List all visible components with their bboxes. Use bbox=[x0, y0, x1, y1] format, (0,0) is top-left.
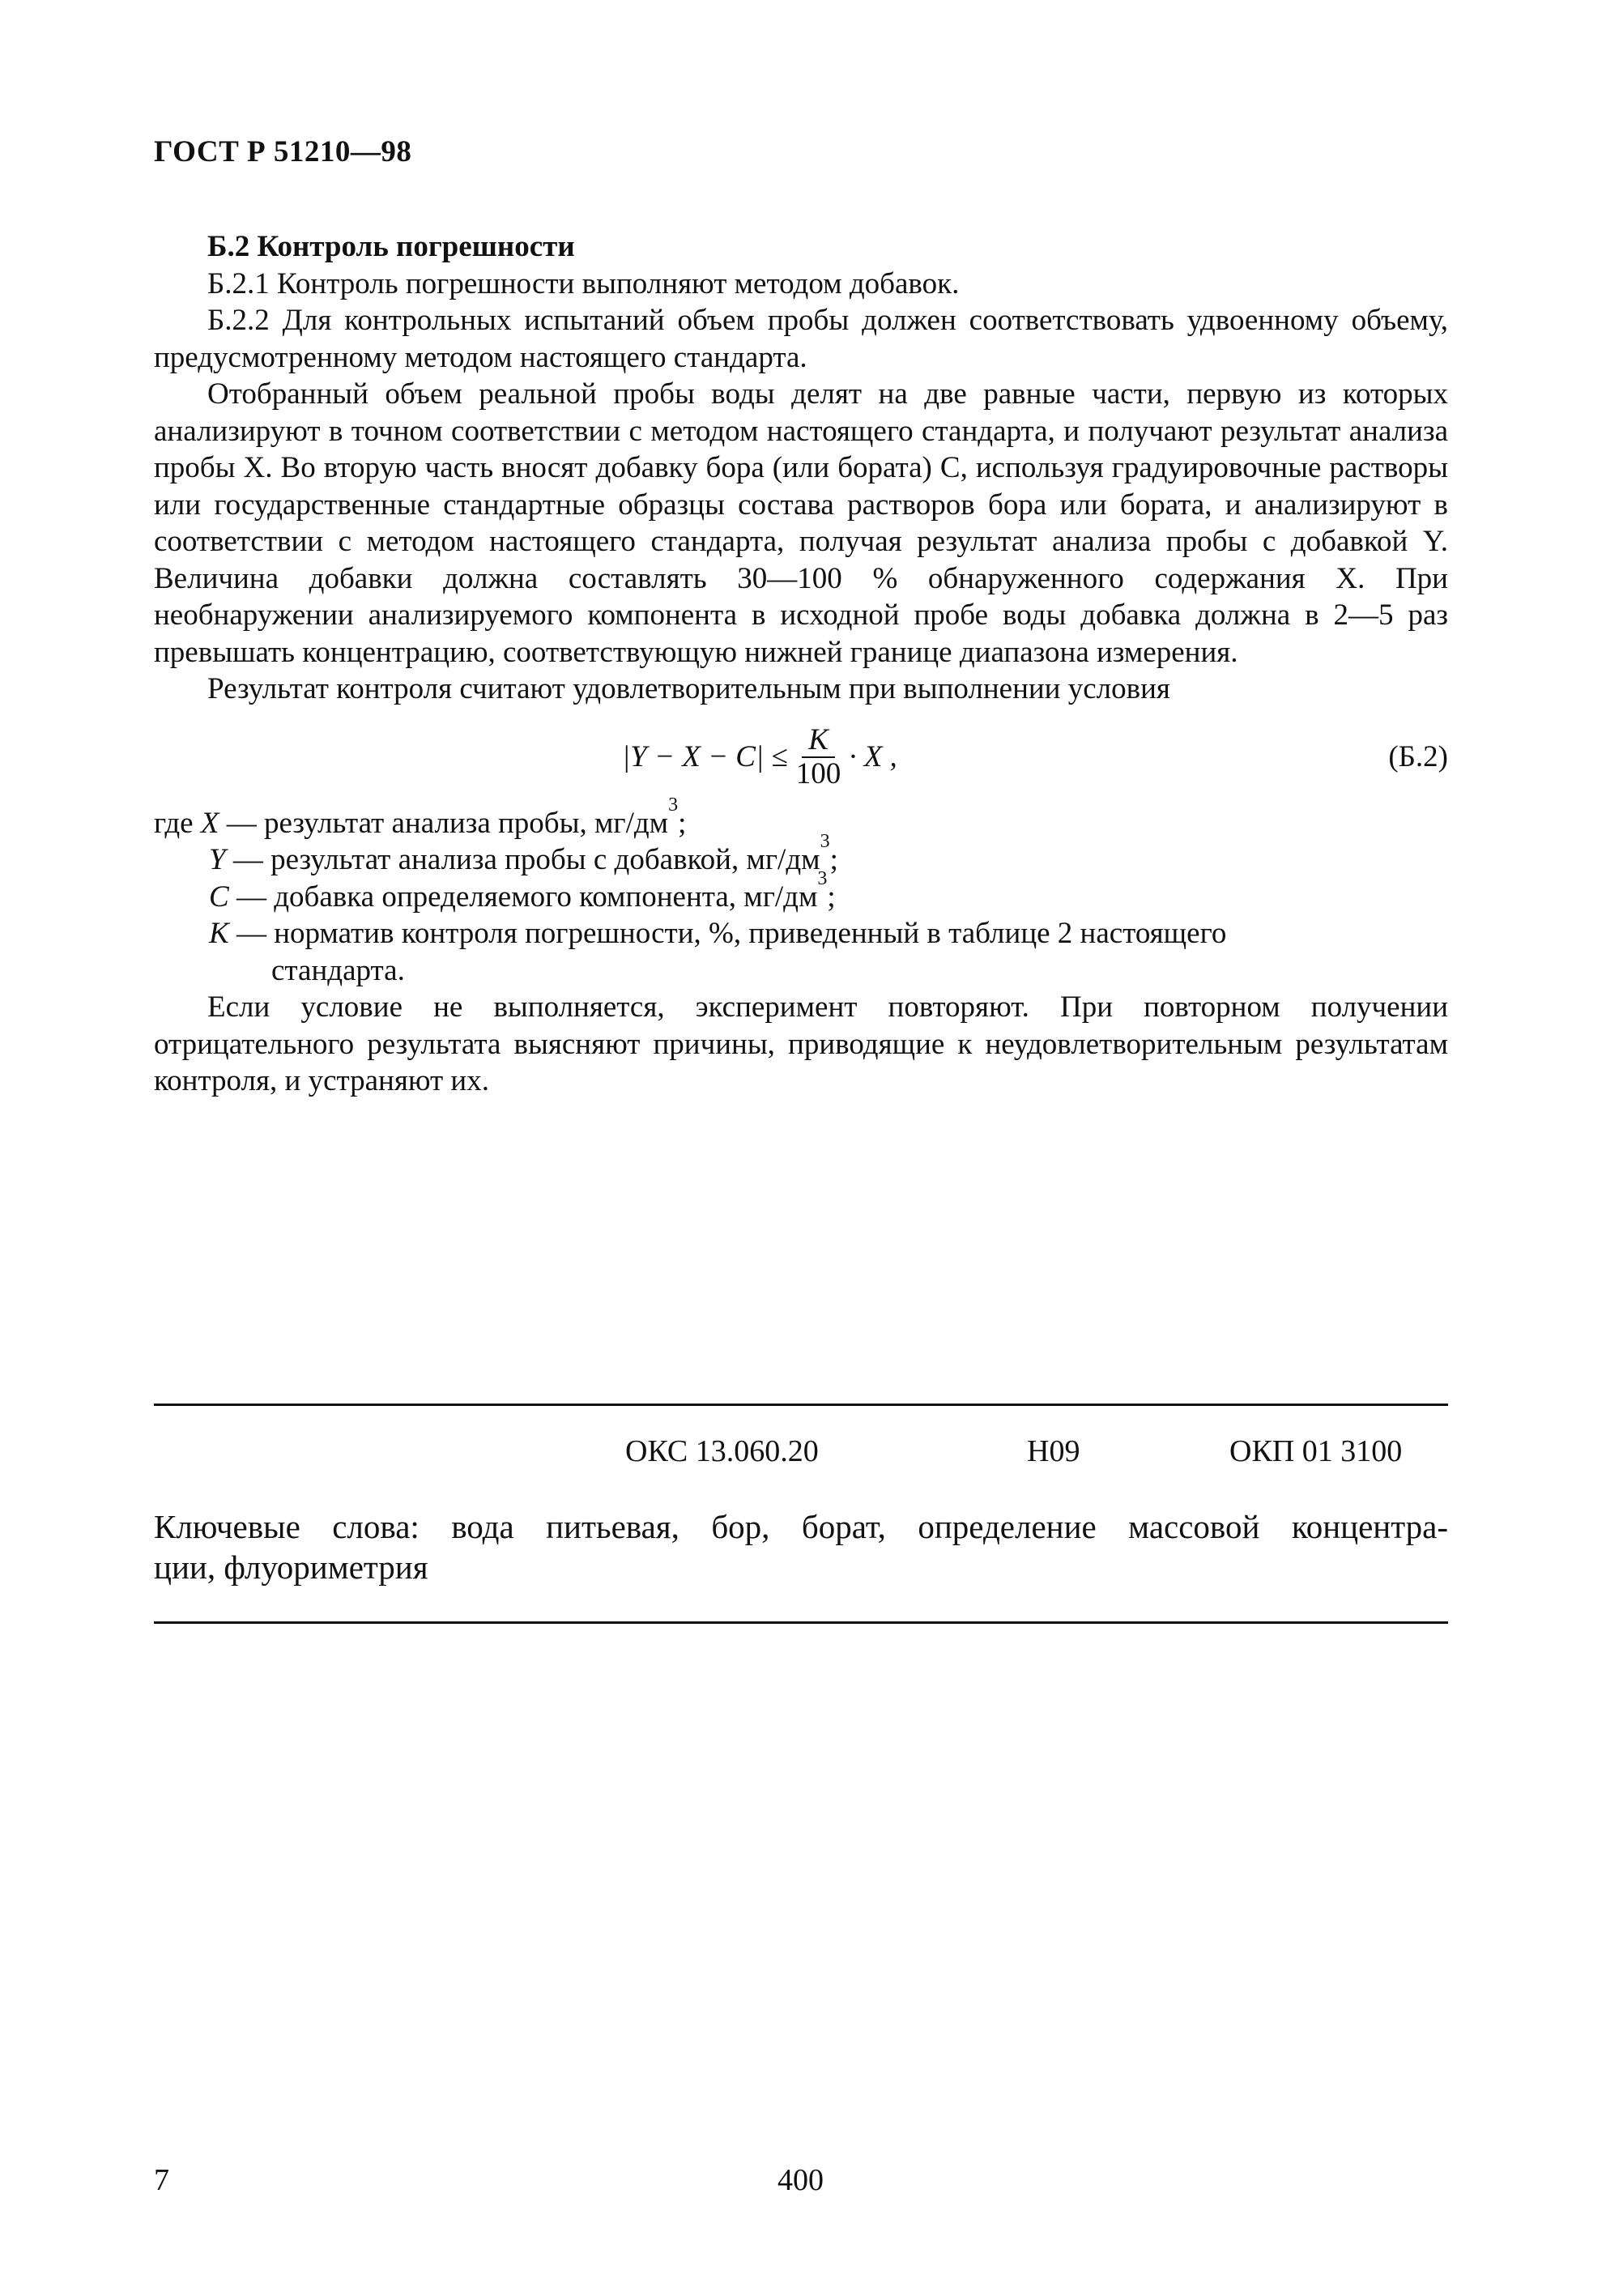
variable-row bbox=[154, 831, 1448, 879]
paragraph-b22: Б.2.2 Для контрольных испытаний объем пробы должен соответствовать удвоенному объему, предусмотренному методом настоящего стандарта. bbox=[154, 304, 1448, 374]
keywords bbox=[154, 1506, 1448, 1587]
variable-sup: 3 bbox=[668, 794, 679, 816]
top-divider bbox=[154, 1404, 1448, 1406]
okp-code: ОКП 01 3100 bbox=[1229, 1434, 1403, 1468]
section-body bbox=[154, 228, 1448, 1100]
formula-rhs: · X , bbox=[849, 739, 897, 773]
variable-desc: — результат анализа пробы с добавкой, мг/дм bbox=[232, 843, 820, 876]
variable-desc: — результат анализа пробы, мг/дм bbox=[226, 806, 669, 840]
variable-symbol: Y bbox=[209, 843, 226, 876]
variable-continuation: стандарта. bbox=[271, 953, 405, 987]
formula-denominator: 100 bbox=[795, 756, 841, 790]
variable-symbol: K bbox=[209, 917, 229, 950]
variable-tail: ; bbox=[678, 806, 687, 840]
variable-row bbox=[154, 867, 1448, 916]
paragraph-method: Отобранный объем реальной пробы воды делят на две равные части, первую из которых анализируют в точном соответствии с методом настоящего стандарта, и получают результат анализа пробы X. Во вторую часть вносят добавку бора (или бората) C, используя градуировочные растворы или государственные стандартные образцы состава растворов бора или бората, и анализируют в соответствии с методом настоящего стандарта, получая результат анализа пробы с добавкой Y. Величина добавки должна составлять 30—100 % обнаруженного содержания X. При необнаружении анализируемого компонента в исходной пробе воды добавка должна в 2—5 раз превышать концентрацию, соответствующую нижней границе диапазона измерения. bbox=[154, 377, 1448, 669]
paragraph-condition: Результат контроля считают удовлетворительным при выполнении условия bbox=[207, 672, 1170, 705]
formula-b2 bbox=[154, 708, 1448, 805]
formula-fraction bbox=[796, 724, 841, 790]
variable-row bbox=[154, 915, 1448, 952]
variable-sup: 3 bbox=[820, 831, 830, 852]
page-number-left: 7 bbox=[154, 2163, 169, 2197]
variable-desc: — добавка определяемого компонента, мг/дм bbox=[236, 880, 818, 914]
where-label: где bbox=[154, 806, 194, 840]
group-code: Н09 bbox=[1027, 1434, 1080, 1468]
variable-symbol: X bbox=[200, 806, 219, 840]
standard-id: ГОСТ Р 51210—98 bbox=[154, 135, 412, 168]
variable-sup: 3 bbox=[817, 867, 828, 889]
keywords-line-2: ции, флуориметрия bbox=[154, 1548, 428, 1586]
formula-lhs: |Y − X − C| ≤ bbox=[622, 739, 788, 773]
formula-numerator: K bbox=[802, 724, 835, 758]
section-title: Б.2 Контроль погрешности bbox=[207, 230, 575, 263]
variable-tail: ; bbox=[829, 843, 838, 876]
variable-desc: — норматив контроля погрешности, %, приведенный в таблице 2 настоящего bbox=[236, 917, 1227, 950]
bottom-divider bbox=[154, 1621, 1448, 1624]
formula-number: (Б.2) bbox=[1388, 739, 1448, 773]
variable-definitions bbox=[154, 794, 1448, 990]
page-number-center: 400 bbox=[777, 2163, 824, 2197]
variable-tail: ; bbox=[827, 880, 836, 914]
keywords-line-1: Ключевые слова: вода питьевая, бор, борат, определение массовой концентра- bbox=[154, 1508, 1448, 1545]
variable-row bbox=[154, 794, 1448, 842]
formula-expression bbox=[622, 724, 897, 790]
paragraph-b21: Б.2.1 Контроль погрешности выполняют методом добавок. bbox=[207, 266, 960, 300]
variable-symbol: C bbox=[209, 880, 229, 914]
paragraph-repeat: Если условие не выполняется, эксперимент повторяют. При повторном получении отрицательного результата выясняют причины, приводящие к неудовлетворительным результатам контроля, и устраняют их. bbox=[154, 990, 1448, 1097]
oks-code: ОКС 13.060.20 bbox=[625, 1434, 819, 1468]
